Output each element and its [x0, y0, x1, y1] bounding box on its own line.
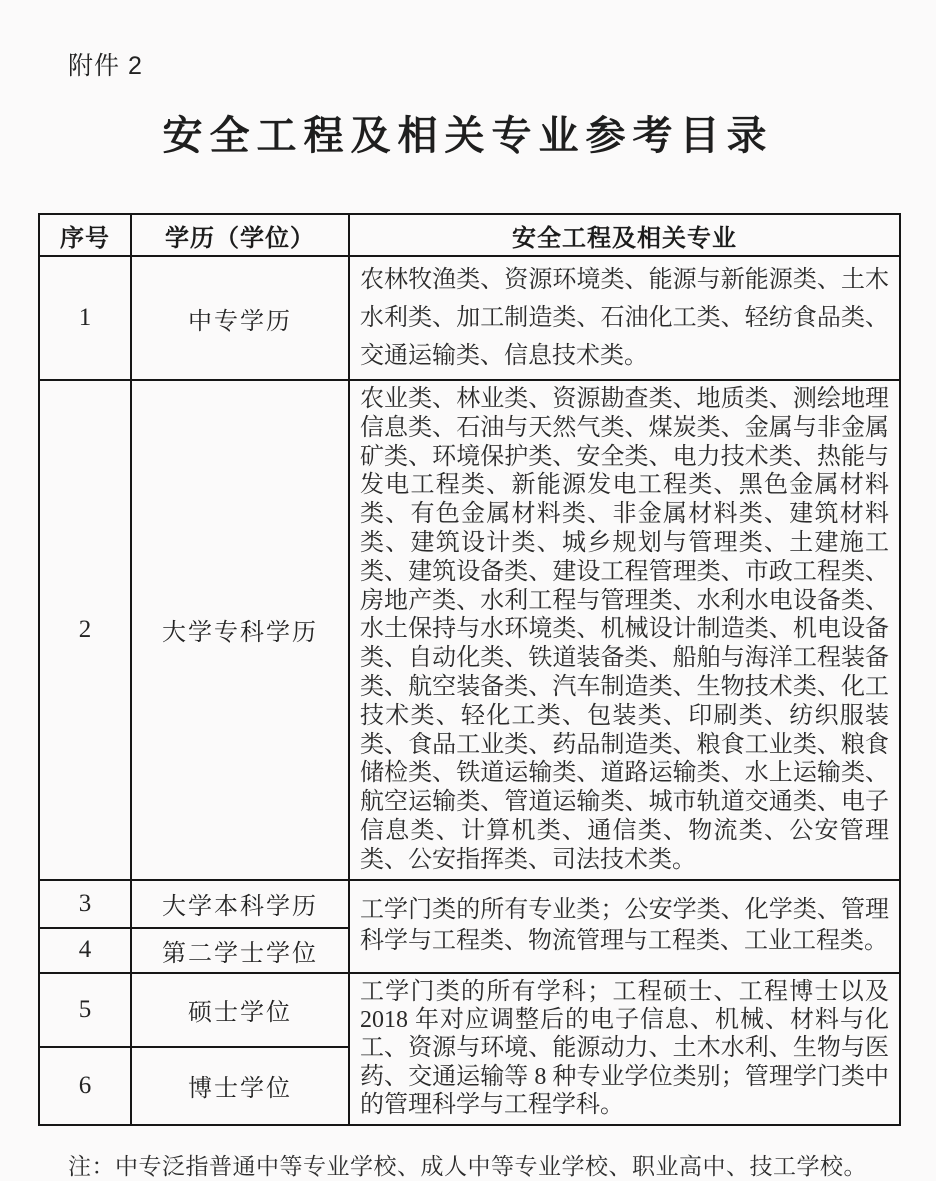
col-header-degree: 学历（学位）: [131, 214, 349, 256]
page-title: 安全工程及相关专业参考目录: [162, 113, 774, 158]
row3-degree: 大学本科学历: [131, 880, 349, 928]
row4-serial-no: 4: [39, 928, 131, 973]
row6-serial-no: 6: [39, 1047, 131, 1125]
rows5-6-majors-text: 工学门类的所有学科；工程硕士、工程博士以及 2018 年对应调整后的电子信息、机械、材料与化工、资源与环境、能源动力、土木水利、生物与医药、交通运输等 8 种专业学位类别；管理学门类中的管理科学与工程学科。: [349, 973, 900, 1125]
row1-serial-no: 1: [39, 256, 131, 380]
table-row-2: [39, 380, 900, 880]
row2-majors-text: 农业类、林业类、资源勘查类、地质类、测绘地理信息类、石油与天然气类、煤炭类、金属与非金属矿类、环境保护类、安全类、电力技术类、热能与发电工程类、新能源发电工程类、黑色金属材料类、有色金属材料类、非金属材料类、建筑材料类、建筑设计类、城乡规划与管理类、土建施工类、建筑设备类、建设工程管理类、市政工程类、房地产类、水利工程与管理类、水利水电设备类、水土保持与水环境类、机械设计制造类、机电设备类、自动化类、铁道装备类、船舶与海洋工程装备类、航空装备类、汽车制造类、生物技术类、化工技术类、轻化工类、包装类、印刷类、纺织服装类、食品工业类、药品制造类、粮食工业类、粮食储检类、铁道运输类、道路运输类、水上运输类、航空运输类、管道运输类、城市轨道交通类、电子信息类、计算机类、通信类、物流类、公安管理类、公安指挥类、司法技术类。: [349, 380, 900, 880]
row5-serial-no: 5: [39, 973, 131, 1047]
row1-majors-text: 农林牧渔类、资源环境类、能源与新能源类、土木水利类、加工制造类、石油化工类、轻纺食品类、交通运输类、信息技术类。: [349, 256, 900, 380]
rows3-4-majors-text: 工学门类的所有专业类；公安学类、化学类、管理科学与工程类、物流管理与工程类、工业工程类。: [349, 880, 900, 973]
row1-degree: 中专学历: [131, 256, 349, 380]
majors-reference-table: [38, 213, 901, 1126]
row6-degree: 博士学位: [131, 1047, 349, 1125]
table-row-3: [39, 880, 900, 928]
attachment-label: 附件 2: [68, 52, 143, 80]
row2-degree: 大学专科学历: [131, 380, 349, 880]
col-header-majors: 安全工程及相关专业: [349, 214, 900, 256]
footnote: 注：中专泛指普通中等专业学校、成人中等专业学校、职业高中、技工学校。: [68, 1153, 867, 1179]
row2-serial-no: 2: [39, 380, 131, 880]
row3-serial-no: 3: [39, 880, 131, 928]
row4-degree: 第二学士学位: [131, 928, 349, 973]
table-row-5: [39, 973, 900, 1047]
table-header-row: [39, 214, 900, 256]
col-header-serial-no: 序号: [39, 214, 131, 256]
table-row-1: [39, 256, 900, 380]
row5-degree: 硕士学位: [131, 973, 349, 1047]
